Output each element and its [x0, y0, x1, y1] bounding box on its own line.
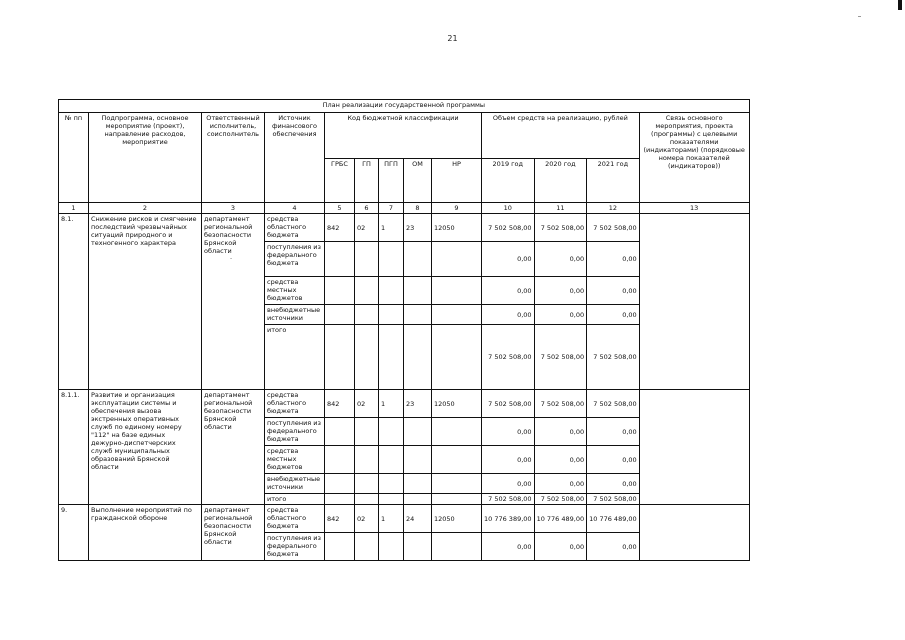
- source-local: средства местных бюджетов: [265, 446, 325, 474]
- row-name: Выполнение мероприятий по гражданской обороне: [89, 505, 202, 561]
- source-regional: средства областного бюджета: [265, 214, 325, 242]
- code-pgp: 1: [379, 214, 404, 242]
- source-federal: поступления из федерального бюджета: [265, 242, 325, 277]
- row-executor: [202, 214, 265, 390]
- source-regional: средства областного бюджета: [265, 505, 325, 533]
- code-pgp: 1: [379, 390, 404, 418]
- header-om: ОМ: [404, 159, 432, 203]
- code-om: 23: [404, 390, 432, 418]
- header-executor: Ответственный исполнитель, соисполнитель: [202, 113, 265, 203]
- amount-2019: 7 502 508,00: [482, 214, 535, 242]
- amount-2021: 7 502 508,00: [587, 214, 640, 242]
- col-number: 10: [482, 203, 535, 214]
- header-source: Источник финансового обеспечения: [265, 113, 325, 203]
- amount-2021: 0,00: [587, 242, 640, 277]
- amount-2019: 0,00: [482, 446, 535, 474]
- col-number: 11: [534, 203, 587, 214]
- source-regional: средства областного бюджета: [265, 390, 325, 418]
- header-gp: ГП: [355, 159, 379, 203]
- amount-2019: 0,00: [482, 533, 535, 561]
- col-number: 12: [587, 203, 640, 214]
- amount-2020: 7 502 508,00: [534, 390, 587, 418]
- code-om: 23: [404, 214, 432, 242]
- code-gp: 02: [355, 505, 379, 533]
- total-2021: 7 502 508,00: [587, 325, 640, 390]
- row-executor-text: департамент региональной безопасности Брянской области: [204, 215, 253, 255]
- table-row: [59, 214, 750, 242]
- code-gp: 02: [355, 214, 379, 242]
- col-number: 5: [325, 203, 355, 214]
- plan-table: [58, 99, 750, 561]
- amount-2020: 0,00: [534, 446, 587, 474]
- header-grbs: ГРБС: [325, 159, 355, 203]
- header-budget-code: Код бюджетной классификации: [325, 113, 482, 159]
- header-volume: Объем средств на реализацию, рублей: [482, 113, 640, 159]
- code-pgp: 1: [379, 505, 404, 533]
- amount-2019: 10 776 389,00: [482, 505, 535, 533]
- amount-2019: 0,00: [482, 277, 535, 305]
- source-total: итого: [265, 494, 325, 505]
- row-num: 8.1.1.: [59, 390, 89, 505]
- header-2019: 2019 год: [482, 159, 535, 203]
- header-2021: 2021 год: [587, 159, 640, 203]
- amount-2021: 0,00: [587, 446, 640, 474]
- amount-2020: 7 502 508,00: [534, 214, 587, 242]
- code-om: 24: [404, 505, 432, 533]
- amount-2021: 0,00: [587, 474, 640, 494]
- code-grbs: 842: [325, 390, 355, 418]
- table-row: [59, 505, 750, 533]
- code-np: 12050: [432, 505, 482, 533]
- col-number: 1: [59, 203, 89, 214]
- row-executor: департамент региональной безопасности Брянской области: [202, 390, 265, 505]
- amount-2019: 7 502 508,00: [482, 390, 535, 418]
- row-link: [639, 214, 749, 390]
- col-number: 3: [202, 203, 265, 214]
- row-link: [639, 505, 749, 561]
- amount-2020: 0,00: [534, 418, 587, 446]
- source-total: итого: [265, 325, 325, 390]
- code-np: 12050: [432, 390, 482, 418]
- amount-2019: 0,00: [482, 242, 535, 277]
- col-number: 6: [355, 203, 379, 214]
- row-link: [639, 390, 749, 505]
- total-2019: 7 502 508,00: [482, 494, 535, 505]
- col-number: 4: [265, 203, 325, 214]
- col-number: 8: [404, 203, 432, 214]
- header-2020: 2020 год: [534, 159, 587, 203]
- amount-2020: 0,00: [534, 474, 587, 494]
- table-title: План реализации государственной программы: [59, 100, 750, 113]
- header-link: Связь основного мероприятия, проекта (программы) с целевыми показателями (индикаторами) (порядковые номера показателей (индикаторов)): [639, 113, 749, 203]
- amount-2020: 10 776 489,00: [534, 505, 587, 533]
- col-number: 13: [639, 203, 749, 214]
- source-extra: внебюджетные источники: [265, 474, 325, 494]
- total-2020: 7 502 508,00: [534, 494, 587, 505]
- amount-2020: 0,00: [534, 277, 587, 305]
- page-number: 21: [447, 34, 458, 43]
- amount-2019: 0,00: [482, 474, 535, 494]
- code-gp: 02: [355, 390, 379, 418]
- code-grbs: 842: [325, 214, 355, 242]
- amount-2019: 0,00: [482, 305, 535, 325]
- header-np: НР: [432, 159, 482, 203]
- row-name: Снижение рисков и смягчение последствий чрезвычайных ситуаций природного и техногенного характера: [89, 214, 202, 390]
- amount-2021: 0,00: [587, 418, 640, 446]
- total-2021: 7 502 508,00: [587, 494, 640, 505]
- row-num: 9.: [59, 505, 89, 561]
- source-extra: внебюджетные источники: [265, 305, 325, 325]
- header-subprogram: Подпрограмма, основное мероприятие (проект), направление расходов, мероприятие: [89, 113, 202, 203]
- col-number: 9: [432, 203, 482, 214]
- header-num: № пп: [59, 113, 89, 203]
- row-num: 8.1.: [59, 214, 89, 390]
- amount-2021: 0,00: [587, 533, 640, 561]
- source-local: средства местных бюджетов: [265, 277, 325, 305]
- total-2020: 7 502 508,00: [534, 325, 587, 390]
- code-np: 12050: [432, 214, 482, 242]
- col-number: 2: [89, 203, 202, 214]
- col-number: 7: [379, 203, 404, 214]
- table-row: [59, 390, 750, 418]
- amount-2021: 0,00: [587, 277, 640, 305]
- amount-2020: 0,00: [534, 305, 587, 325]
- code-grbs: 842: [325, 505, 355, 533]
- row-name: Развитие и организация эксплуатации системы и обеспечения вызова экстренных оперативных служб по единому номеру "112" на базе единых дежурно-диспетчерских служб муниципальных образований Брянской области: [89, 390, 202, 505]
- amount-2020: 0,00: [534, 242, 587, 277]
- amount-2019: 0,00: [482, 418, 535, 446]
- source-federal: поступления из федерального бюджета: [265, 533, 325, 561]
- amount-2020: 0,00: [534, 533, 587, 561]
- header-pgp: ПГП: [379, 159, 404, 203]
- amount-2021: 0,00: [587, 305, 640, 325]
- scan-speck: [858, 16, 861, 17]
- amount-2021: 10 776 489,00: [587, 505, 640, 533]
- total-2019: 7 502 508,00: [482, 325, 535, 390]
- scan-edge-mark: [898, 0, 902, 10]
- amount-2021: 7 502 508,00: [587, 390, 640, 418]
- source-federal: поступления из федерального бюджета: [265, 418, 325, 446]
- row-executor: департамент региональной безопасности Брянской области: [202, 505, 265, 561]
- row-extra-mark: ·: [230, 255, 233, 263]
